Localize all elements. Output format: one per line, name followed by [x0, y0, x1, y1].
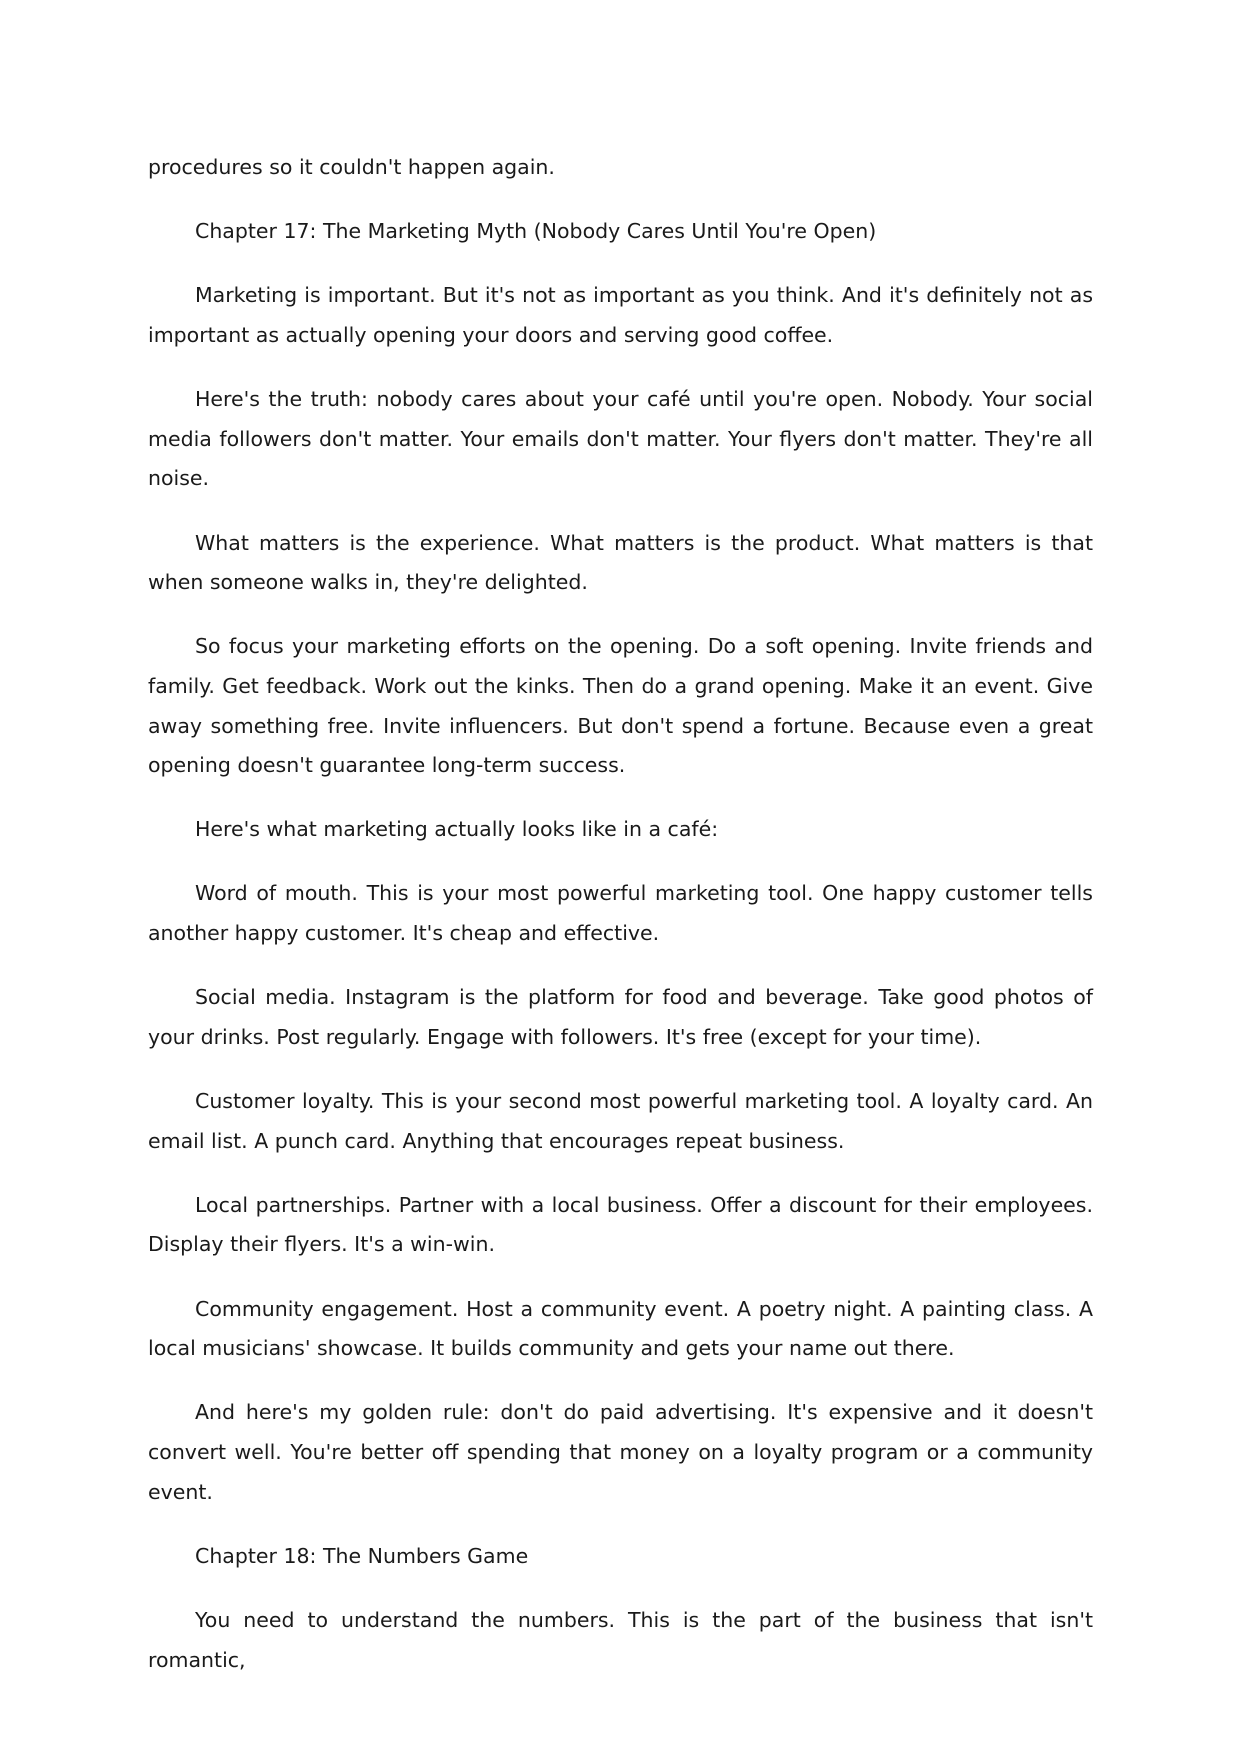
paragraph: Local partnerships. Partner with a local business. Offer a discount for their employees. Display their flyers. It's a win-win. [148, 1192, 1093, 1257]
paragraph: Here's what marketing actually looks like in a café: [195, 817, 719, 842]
paragraph: You need to understand the numbers. This is the part of the business that isn't romantic, [148, 1607, 1093, 1672]
body-text [148, 148, 1093, 1705]
chapter-heading: Chapter 18: The Numbers Game [195, 1543, 529, 1568]
paragraph: Social media. Instagram is the platform for food and beverage. Take good photos of your drinks. Post regularly. Engage with followers. It's free (except for your time). [148, 985, 1093, 1049]
paragraph: And here's my golden rule: don't do paid advertising. It's expensive and it doesn't convert well. You're better off spending that money on a loyalty program or a community event. [148, 1400, 1093, 1504]
paragraph: Here's the truth: nobody cares about your café until you're open. Nobody. Your social media followers don't matter. Your emails don't matter. Your flyers don't matter. They're all noise. [148, 387, 1093, 491]
paragraph: What matters is the experience. What matters is the product. What matters is that when someone walks in, they're delighted. [148, 530, 1093, 595]
paragraph: Customer loyalty. This is your second most powerful marketing tool. A loyalty card. An email list. A punch card. Anything that encourages repeat business. [148, 1089, 1093, 1153]
paragraph: Marketing is important. But it's not as important as you think. And it's definitely not as important as actually opening your doors and serving good coffee. [148, 283, 1093, 347]
paragraph: Word of mouth. This is your most powerful marketing tool. One happy customer tells another happy customer. It's cheap and effective. [148, 881, 1093, 946]
paragraph: procedures so it couldn't happen again. [148, 155, 555, 179]
paragraph: So focus your marketing efforts on the opening. Do a soft opening. Invite friends and family. Get feedback. Work out the kinks. Then do a grand opening. Make it an event. Give away something free. Invite influencers. But don't spend a fortune. Because even a great opening doesn't guarantee long-term success. [148, 634, 1093, 778]
paragraph: Community engagement. Host a community event. A poetry night. A painting class. A local musicians' showcase. It builds community and gets your name out there. [148, 1296, 1093, 1361]
chapter-heading: Chapter 17: The Marketing Myth (Nobody Cares Until You're Open) [195, 219, 877, 244]
